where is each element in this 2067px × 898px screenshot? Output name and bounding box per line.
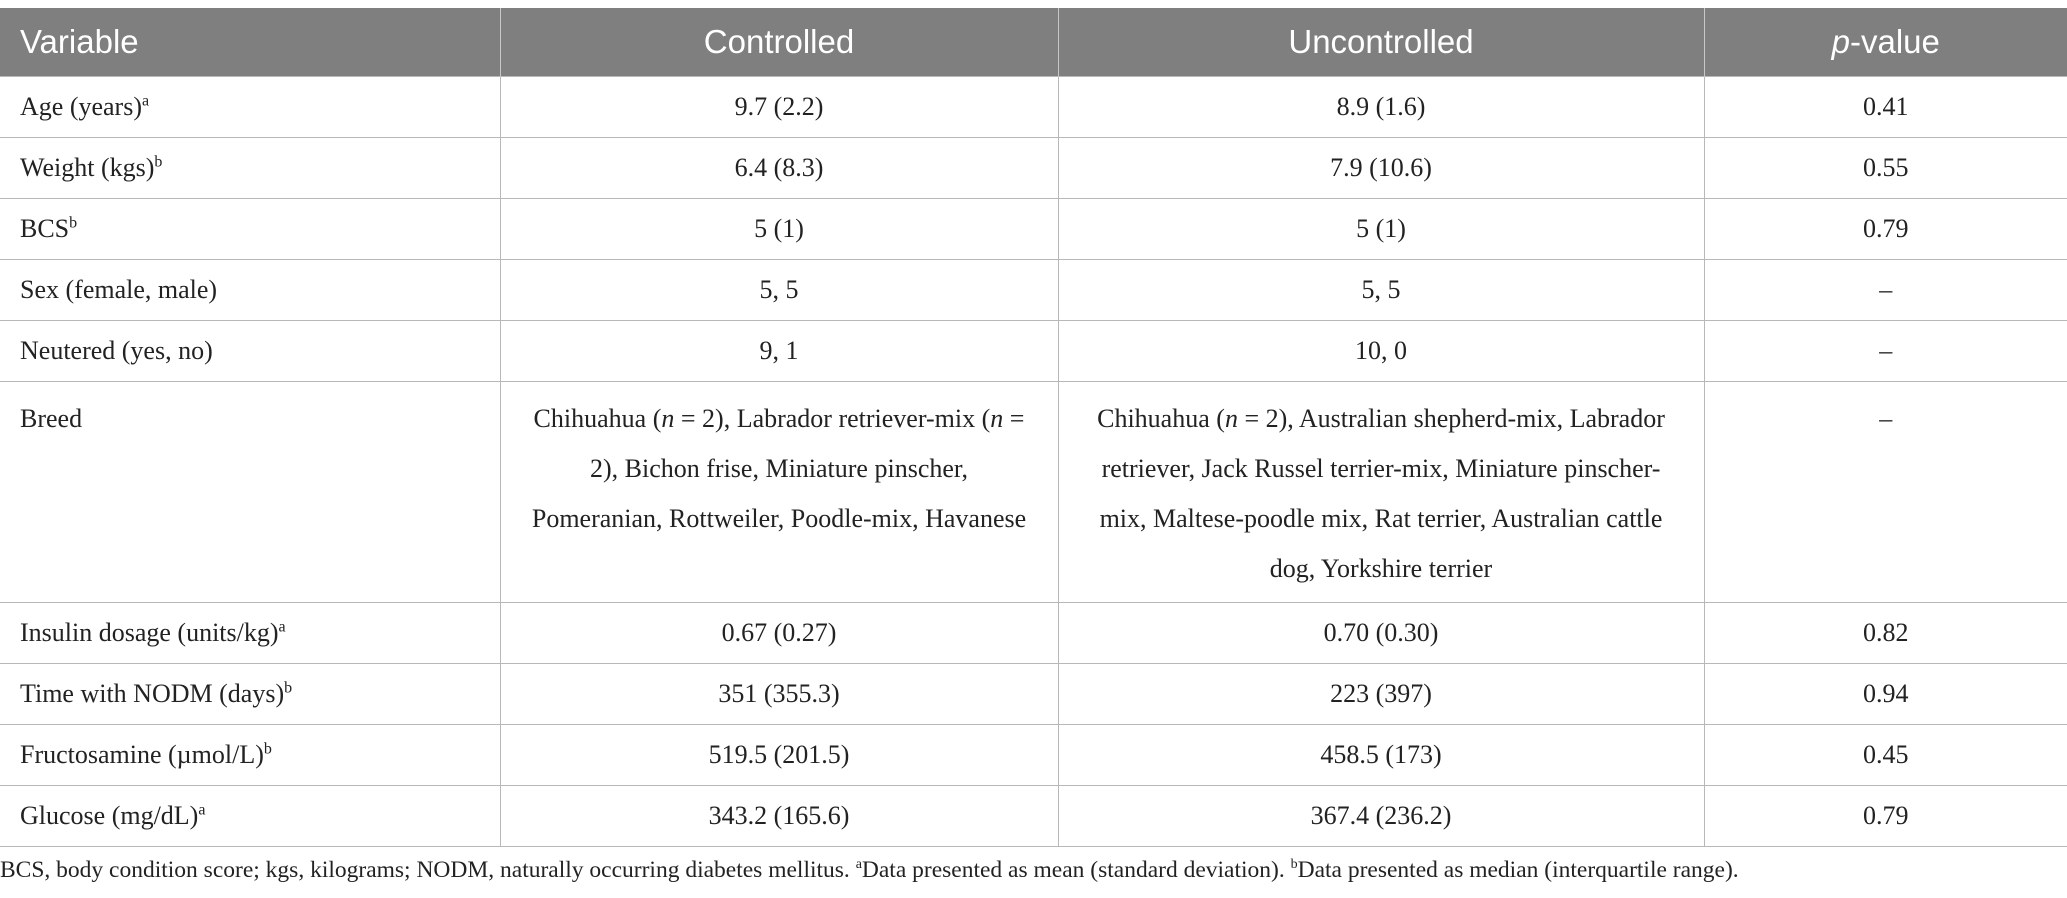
header-p-italic: p [1831, 23, 1850, 60]
row-label-text: Glucose (mg/dL) [20, 801, 199, 830]
cell-uncontrolled: 7.9 (10.6) [1058, 138, 1704, 199]
row-label [0, 77, 500, 138]
cell-p-value: 0.41 [1704, 77, 2067, 138]
cell-p-value: 0.79 [1704, 786, 2067, 847]
cell-p-value: – [1704, 260, 2067, 321]
table-row [0, 382, 2067, 603]
row-label [0, 786, 500, 847]
row-label [0, 321, 500, 382]
cell-p-value: – [1704, 321, 2067, 382]
row-label [0, 199, 500, 260]
footnote-marker: b [69, 214, 78, 232]
footnote-marker: a [142, 92, 150, 110]
footnote-abbreviations: BCS, body condition score; kgs, kilograms; NODM, naturally occurring diabetes mellitus. [0, 857, 850, 883]
cell-controlled: 9, 1 [500, 321, 1058, 382]
table-row [0, 725, 2067, 786]
table-body [0, 77, 2067, 847]
header-p-rest: -value [1849, 23, 1940, 60]
table-footnote [0, 857, 2067, 884]
row-label-text: Sex (female, male) [20, 275, 218, 304]
cell-p-value: 0.79 [1704, 199, 2067, 260]
footnote-marker: a [198, 801, 206, 819]
row-label [0, 725, 500, 786]
comparison-table [0, 8, 2067, 847]
table-header [0, 8, 2067, 77]
row-label-text: Fructosamine (µmol/L) [20, 740, 264, 769]
row-label-text: Time with NODM (days) [20, 679, 285, 708]
cell-p-value: 0.45 [1704, 725, 2067, 786]
footnote-marker: b [284, 679, 293, 697]
row-label-text: Neutered (yes, no) [20, 336, 213, 365]
table-row [0, 786, 2067, 847]
cell-uncontrolled: Chihuahua (n = 2), Australian shepherd-mix, Labrador retriever, Jack Russel terrier-mix, Miniature pinscher-mix, Maltese-poodle mix, Rat terrier, Australian cattle dog, Yorkshire terrier [1058, 382, 1704, 603]
cell-p-value: 0.55 [1704, 138, 2067, 199]
table-row [0, 603, 2067, 664]
table-row [0, 199, 2067, 260]
cell-p-value: 0.82 [1704, 603, 2067, 664]
footnote-marker: a [278, 618, 286, 636]
cell-uncontrolled: 0.70 (0.30) [1058, 603, 1704, 664]
cell-controlled: 5, 5 [500, 260, 1058, 321]
cell-uncontrolled: 367.4 (236.2) [1058, 786, 1704, 847]
footnote-a-text: Data presented as mean (standard deviation). [861, 857, 1285, 883]
table-row [0, 77, 2067, 138]
cell-uncontrolled: 458.5 (173) [1058, 725, 1704, 786]
footnote-b-mark: b [1290, 857, 1298, 873]
row-label-text: Insulin dosage (units/kg) [20, 618, 279, 647]
cell-controlled: 5 (1) [500, 199, 1058, 260]
header-variable: Variable [0, 8, 500, 77]
row-label [0, 382, 500, 603]
cell-p-value: 0.94 [1704, 664, 2067, 725]
footnote-marker: b [154, 153, 163, 171]
header-controlled: Controlled [500, 8, 1058, 77]
footnote-marker: b [263, 740, 272, 758]
header-p-value [1704, 8, 2067, 77]
row-label [0, 260, 500, 321]
row-label-text: BCS [20, 214, 70, 243]
cell-uncontrolled: 5, 5 [1058, 260, 1704, 321]
cell-controlled: 0.67 (0.27) [500, 603, 1058, 664]
cell-p-value: – [1704, 382, 2067, 603]
row-label [0, 603, 500, 664]
row-label-text: Breed [20, 404, 83, 433]
cell-uncontrolled: 223 (397) [1058, 664, 1704, 725]
cell-uncontrolled: 5 (1) [1058, 199, 1704, 260]
row-label [0, 138, 500, 199]
cell-controlled: 519.5 (201.5) [500, 725, 1058, 786]
cell-controlled: 6.4 (8.3) [500, 138, 1058, 199]
cell-controlled: 9.7 (2.2) [500, 77, 1058, 138]
header-row [0, 8, 2067, 77]
cell-controlled: 343.2 (165.6) [500, 786, 1058, 847]
row-label [0, 664, 500, 725]
table-row [0, 664, 2067, 725]
cell-uncontrolled: 10, 0 [1058, 321, 1704, 382]
row-label-text: Weight (kgs) [20, 153, 155, 182]
data-table-container [0, 8, 2067, 847]
header-uncontrolled: Uncontrolled [1058, 8, 1704, 77]
cell-uncontrolled: 8.9 (1.6) [1058, 77, 1704, 138]
table-row [0, 260, 2067, 321]
row-label-text: Age (years) [20, 92, 142, 121]
footnote-a-mark: a [855, 857, 862, 873]
table-row [0, 321, 2067, 382]
footnote-b-text: Data presented as median (interquartile range). [1297, 857, 1739, 883]
table-row [0, 138, 2067, 199]
cell-controlled: Chihuahua (n = 2), Labrador retriever-mix (n = 2), Bichon frise, Miniature pinscher, Pomeranian, Rottweiler, Poodle-mix, Havanese [500, 382, 1058, 603]
cell-controlled: 351 (355.3) [500, 664, 1058, 725]
